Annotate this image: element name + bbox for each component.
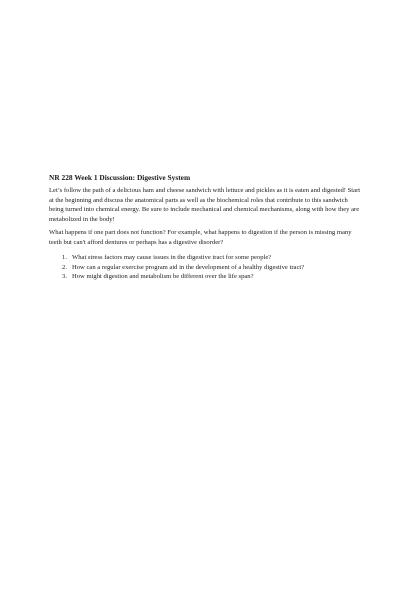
list-item-number: 3. (62, 273, 67, 280)
list-item-text: How might digestion and metabolism be different over the life span? (72, 273, 254, 280)
list-item (49, 253, 361, 263)
document-body (49, 173, 361, 282)
intro-paragraph: Let’s follow the path of a delicious ham and cheese sandwich with lettuce and pickles as it is eaten and digested! Start at the beginning and discuss the anatomical parts as well as the biochemical roles that contribute to this sandwich being turned into chemical energy. Be sure to include mechanical and chemical mechanisms, along with how they are metabolized in the body! (49, 187, 361, 223)
list-item (49, 272, 361, 282)
list-item-text: What stress factors may cause issues in the digestive tract for some people? (72, 254, 272, 261)
question-paragraph: What happens if one part does not function? For example, what happens to digestion if the person is missing many teeth but can't afford dentures or perhaps has a digestive disorder? (49, 229, 352, 246)
list-item-number: 1. (62, 254, 67, 261)
list-item-number: 2. (62, 263, 67, 271)
list-item (49, 263, 361, 273)
list-item-text: How can a regular exercise program aid in the development of a healthy digestive tract? (72, 263, 305, 271)
document-title: NR 228 Week 1 Discussion: Digestive System (49, 173, 191, 182)
question-list (49, 253, 361, 282)
